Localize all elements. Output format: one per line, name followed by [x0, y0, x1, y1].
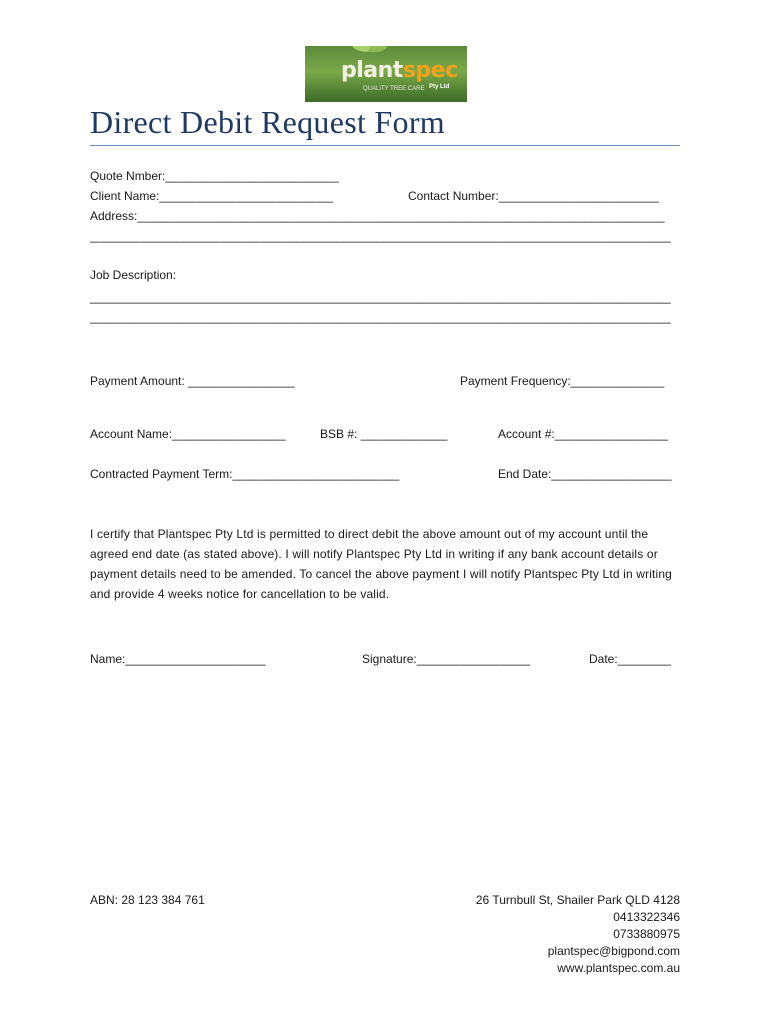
leaf-icon [368, 46, 388, 56]
client-name-field[interactable]: Client Name:__________________________ [90, 189, 333, 203]
contracted-payment-term-field[interactable]: Contracted Payment Term:_________________________ [90, 467, 400, 481]
job-description-line-1[interactable]: _______________________________________________________________________________________ [90, 290, 671, 304]
footer-website[interactable]: www.plantspec.com.au [557, 961, 680, 975]
title-divider [90, 145, 680, 146]
signature-field[interactable]: Signature:_________________ [362, 652, 531, 666]
name-field[interactable]: Name:_____________________ [90, 652, 266, 666]
address-line-2[interactable]: _______________________________________________________________________________________ [90, 229, 671, 243]
logo-tagline: QUALITY TREE CARE [363, 86, 425, 92]
address-field[interactable]: Address:_______________________________________________________________________________ [90, 209, 665, 223]
job-description-line-2[interactable]: _______________________________________________________________________________________ [90, 310, 671, 324]
account-name-field[interactable]: Account Name:_________________ [90, 427, 286, 441]
account-number-field[interactable]: Account #:_________________ [498, 427, 669, 441]
quote-number-field[interactable]: Quote Nmber:__________________________ [90, 169, 339, 183]
job-description-label: Job Description: [90, 268, 177, 282]
footer-email[interactable]: plantspec@bigpond.com [547, 944, 680, 958]
logo-pty: Pty Ltd [429, 84, 450, 90]
date-field[interactable]: Date:________ [589, 652, 672, 666]
certification-text: I certify that Plantspec Pty Ltd is permitted to direct debit the above amount out of my account until the agreed end date (as stated above). I will notify Plantspec Pty Ltd in writing if any bank account details or payment details need to be amended. To cancel the above payment I will notify Plantspec Pty Ltd in writing and provide 4 weeks notice for cancellation to be valid. [90, 527, 673, 601]
company-logo [305, 46, 467, 102]
contact-number-field[interactable]: Contact Number:________________________ [408, 189, 659, 203]
bsb-field[interactable]: BSB #: _____________ [320, 427, 448, 441]
footer-abn: ABN: 28 123 384 761 [90, 893, 205, 907]
footer-phone-mobile: 0413322346 [613, 910, 680, 924]
footer-phone-landline: 0733880975 [613, 927, 680, 941]
payment-amount-field[interactable]: Payment Amount: ________________ [90, 374, 295, 388]
end-date-field[interactable]: End Date:__________________ [498, 467, 672, 481]
logo-brand: plantspec [341, 58, 458, 83]
payment-frequency-field[interactable]: Payment Frequency:______________ [460, 374, 665, 388]
footer-address: 26 Turnbull St, Shailer Park QLD 4128 [475, 893, 680, 907]
page-title: Direct Debit Request Form [90, 104, 445, 140]
